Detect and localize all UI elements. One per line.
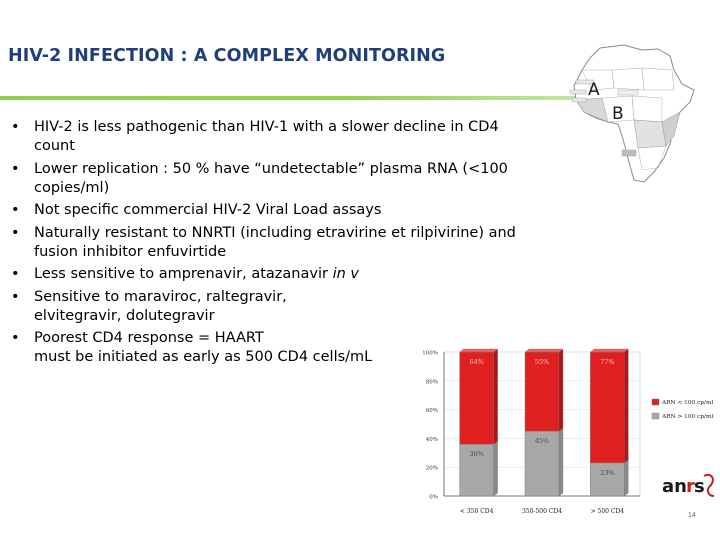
chart-bar-cap [460,349,498,352]
svg-text:an: an [662,476,687,497]
bullet-item [8,288,583,326]
chart-x-tick-label: 350-500 CD4 [521,508,563,515]
chart-legend-swatch [652,399,659,405]
chart-data-label: 36% [469,450,484,459]
africa-map [562,40,702,200]
bullet-item [8,265,583,284]
chart-y-tick-label: 0% [429,494,438,501]
chart-bar-side [624,349,628,463]
map-label-a: A [588,80,600,100]
bullet-line: fusion inhibitor enfuvirtide [34,243,227,260]
bullet-line: count [34,138,75,154]
chart-y-tick-label: 40% [425,436,438,443]
anrs-logo-graphic [660,470,718,500]
anrs-logo [660,470,718,500]
bullet-item [8,118,583,156]
chart-x-tick-label: > 500 CD4 [590,508,625,515]
bullet-line: • Poorest CD4 response = HAART [34,330,264,346]
bullet-line: must be initiated as early as 500 CD4 cells/mL [34,349,373,365]
slide-title: HIV-2 INFECTION : A COMPLEX MONITORING [8,46,446,66]
chart-bar-segment [590,463,624,496]
chart-y-tick-label: 100% [422,350,438,357]
title-underline [0,96,588,100]
bullet-item [8,160,583,198]
chart-bar-side [559,428,563,496]
chart-y-tick-label: 80% [425,379,438,386]
bullet-line: • Naturally resistant to NNRTI (including etravirine et rilpivirine) and [34,224,516,241]
bullet-line: elvitegravir, dolutegravir [34,307,215,324]
chart-bar-side [624,460,628,496]
chart-bar-side [494,441,498,496]
svg-text:r: r [686,476,695,497]
chart-bar-cap [525,349,563,352]
bullet-list [8,118,583,371]
chart-data-label: 77% [600,358,615,366]
bullet-line: • HIV-2 is less pathogenic than HIV-1 with a slower decline in CD4 [34,119,499,135]
bullet-line: • Sensitive to maraviroc, raltegravir, [34,288,287,305]
chart-data-label: 45% [534,437,550,446]
bullet-line: • Not specific commercial HIV-2 Viral Load assays [34,202,382,218]
chart-bar-side [559,349,563,431]
chart-bar-cap [590,349,628,352]
africa-map-graphic [562,40,702,200]
map-label-b: B [612,104,624,124]
chart-bar-side [494,349,498,444]
bullet-line: • Lower replication : 50 % have “undetectable” plasma RNA (<100 [34,160,508,177]
chart-legend-label: ARN < 100 cp/ml [662,400,714,406]
chart-bar-segment [590,352,624,463]
chart-legend-swatch [652,413,659,419]
bullet-italic-text: in v [332,266,359,282]
bullet-text: Less sensitive to amprenavir, atazanavir [34,266,333,282]
chart-data-label: 23% [600,468,615,477]
bullet-item [8,201,583,220]
svg-text:s: s [694,476,705,497]
slide-number: 14 [688,512,696,519]
chart-legend-label: ARN > 100 cp/ml [662,414,714,420]
bullet-item [8,224,583,262]
bullet-line [34,265,583,284]
chart-y-tick-label: 60% [425,408,438,415]
chart-data-label: 55% [534,358,550,366]
chart-y-tick-label: 20% [425,465,438,472]
bullet-line: copies/ml) [34,179,110,196]
chart-data-label: 64% [469,358,484,366]
chart-x-tick-label: < 350 CD4 [459,508,494,515]
